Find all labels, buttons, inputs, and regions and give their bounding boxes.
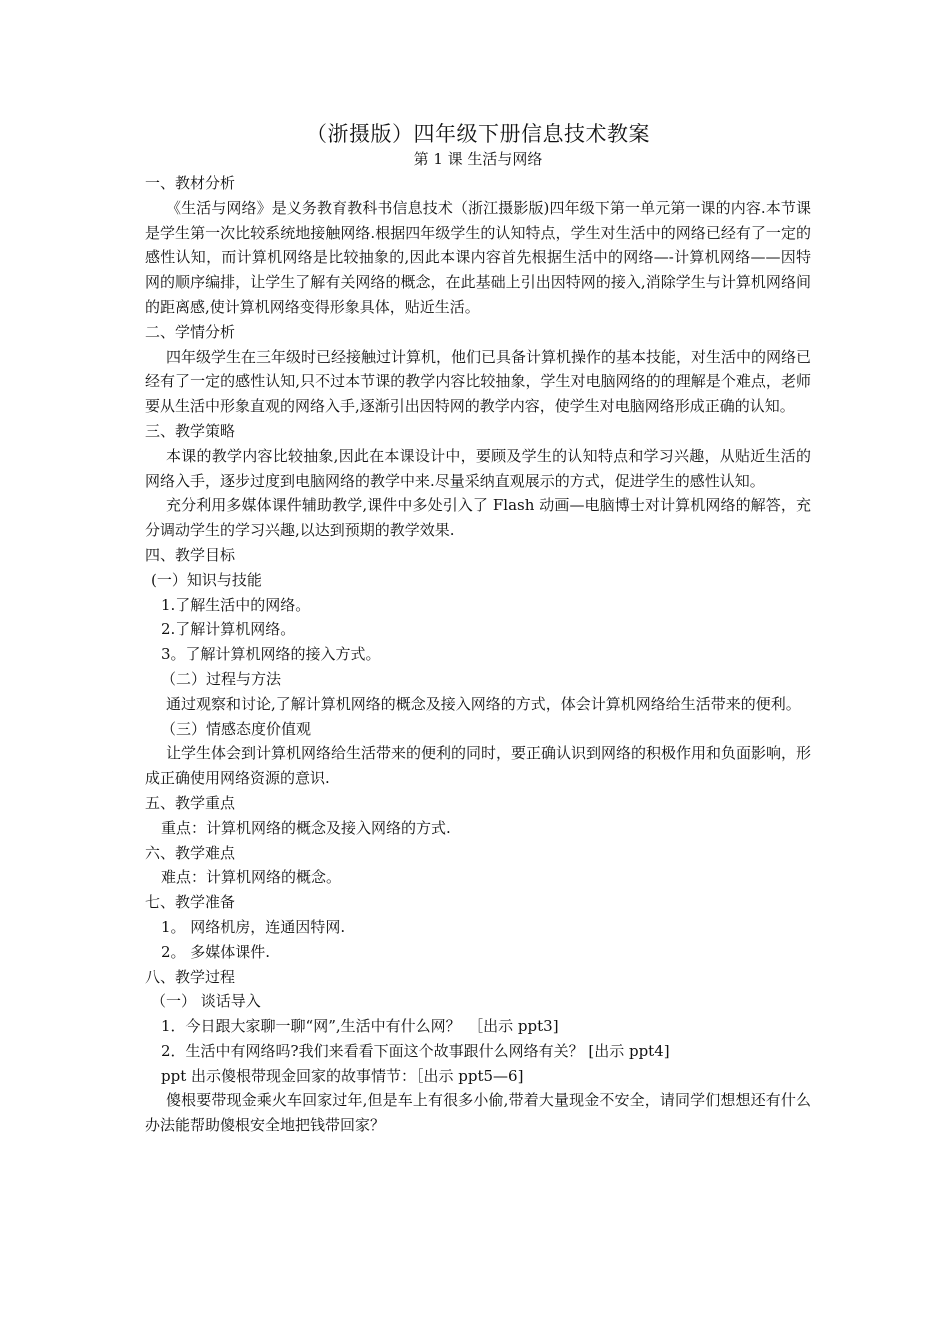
- paragraph-strategy-2: 充分利用多媒体课件辅助教学,课件中多处引入了 Flash 动画—电脑博士对计算机网络的解答，充分调动学生的学习兴趣,以达到预期的教学效果.: [145, 496, 811, 540]
- paragraph-key-point: 重点：计算机网络的概念及接入网络的方式.: [161, 818, 451, 837]
- subheading-process-method: （二）过程与方法: [161, 669, 282, 688]
- list-item: 2．生活中有网络吗?我们来看看下面这个故事跟什么网络有关？ [出示 ppt4]: [161, 1041, 670, 1060]
- section-heading-1: 一、教材分析: [145, 174, 236, 192]
- section-heading-4: 四、教学目标: [145, 545, 236, 564]
- list-item: 1。 网络机房，连通因特网.: [161, 917, 346, 936]
- paragraph-student-analysis: 四年级学生在三年级时已经接触过计算机，他们已具备计算机操作的基本技能，对生活中的网络已经有了一定的感性认知,只不过本节课的教学内容比较抽象，学生对电脑网络的的理解是个难点，老师要从生活中形象直观的网络入手,逐渐引出因特网的教学内容，使学生对电脑网络形成正确的认知。: [145, 347, 812, 416]
- list-item: 1．今日跟大家聊一聊“网”,生活中有什么网？ ［出示 ppt3]: [161, 1017, 559, 1036]
- section-heading-2: 二、学情分析: [145, 322, 236, 341]
- list-item: 2.了解计算机网络。: [161, 620, 296, 639]
- lesson-subtitle: 第 1 课 生活与网络: [413, 150, 543, 168]
- paragraph-ppt-story: ppt 出示傻根带现金回家的故事情节：［出示 ppt5—6]: [161, 1066, 524, 1085]
- section-heading-5: 五、教学重点: [145, 793, 236, 812]
- paragraph-difficulty: 难点：计算机网络的概念。: [161, 868, 342, 887]
- paragraph-attitude-values: 让学生体会到计算机网络给生活带来的便利的同时，要正确认识到网络的积极作用和负面影响，形成正确使用网络资源的意识.: [145, 744, 812, 788]
- list-item: 2。 多媒体课件.: [161, 942, 271, 961]
- section-heading-7: 七、教学准备: [145, 893, 236, 912]
- subheading-intro: （一） 谈话导入: [151, 992, 261, 1011]
- paragraph-story-question: 傻根要带现金乘火车回家过年,但是车上有很多小偷,带着大量现金不安全，请同学们想想还有什么办法能帮助傻根安全地把钱带回家？: [145, 1091, 811, 1135]
- paragraph-process-method: 通过观察和讨论,了解计算机网络的概念及接入网络的方式，体会计算机网络给生活带来的便利。: [166, 694, 801, 713]
- paragraph-strategy-1: 本课的教学内容比较抽象,因此在本课设计中，要顾及学生的认知特点和学习兴趣，从贴近生活的网络入手，逐步过度到电脑网络的教学中来.尽量采纳直观展示的方式，促进学生的感性认知。: [145, 446, 811, 490]
- list-item: 1.了解生活中的网络。: [161, 595, 311, 614]
- paragraph-textbook-analysis: 《生活与网络》是义务教育教科书信息技术（浙江摄影版)四年级下第一单元第一课的内容.本节课是学生第一次比较系统地接触网络.根据四年级学生的认知特点，学生对生活中的网络已经有了一定的感性认知，而计算机网络是比较抽象的,因此本课内容首先根据生活中的网络—-计算机网络——因特网的顺序编排，让学生了解有关网络的概念，在此基础上引出因特网的接入,消除学生与计算机网络间的距离感,使计算机网络变得形象具体，贴近生活。: [145, 198, 811, 316]
- section-heading-3: 三、教学策略: [145, 421, 236, 440]
- subheading-knowledge-skills: (一）知识与技能: [151, 570, 262, 589]
- page-title: （浙摄版）四年级下册信息技术教案: [306, 122, 650, 146]
- list-item: 3。了解计算机网络的接入方式。: [161, 645, 381, 664]
- section-heading-6: 六、教学难点: [145, 843, 236, 862]
- section-heading-8: 八、教学过程: [145, 967, 236, 986]
- subheading-attitude-values: （三）情感态度价值观: [161, 719, 312, 738]
- document-body: [145, 120, 811, 1138]
